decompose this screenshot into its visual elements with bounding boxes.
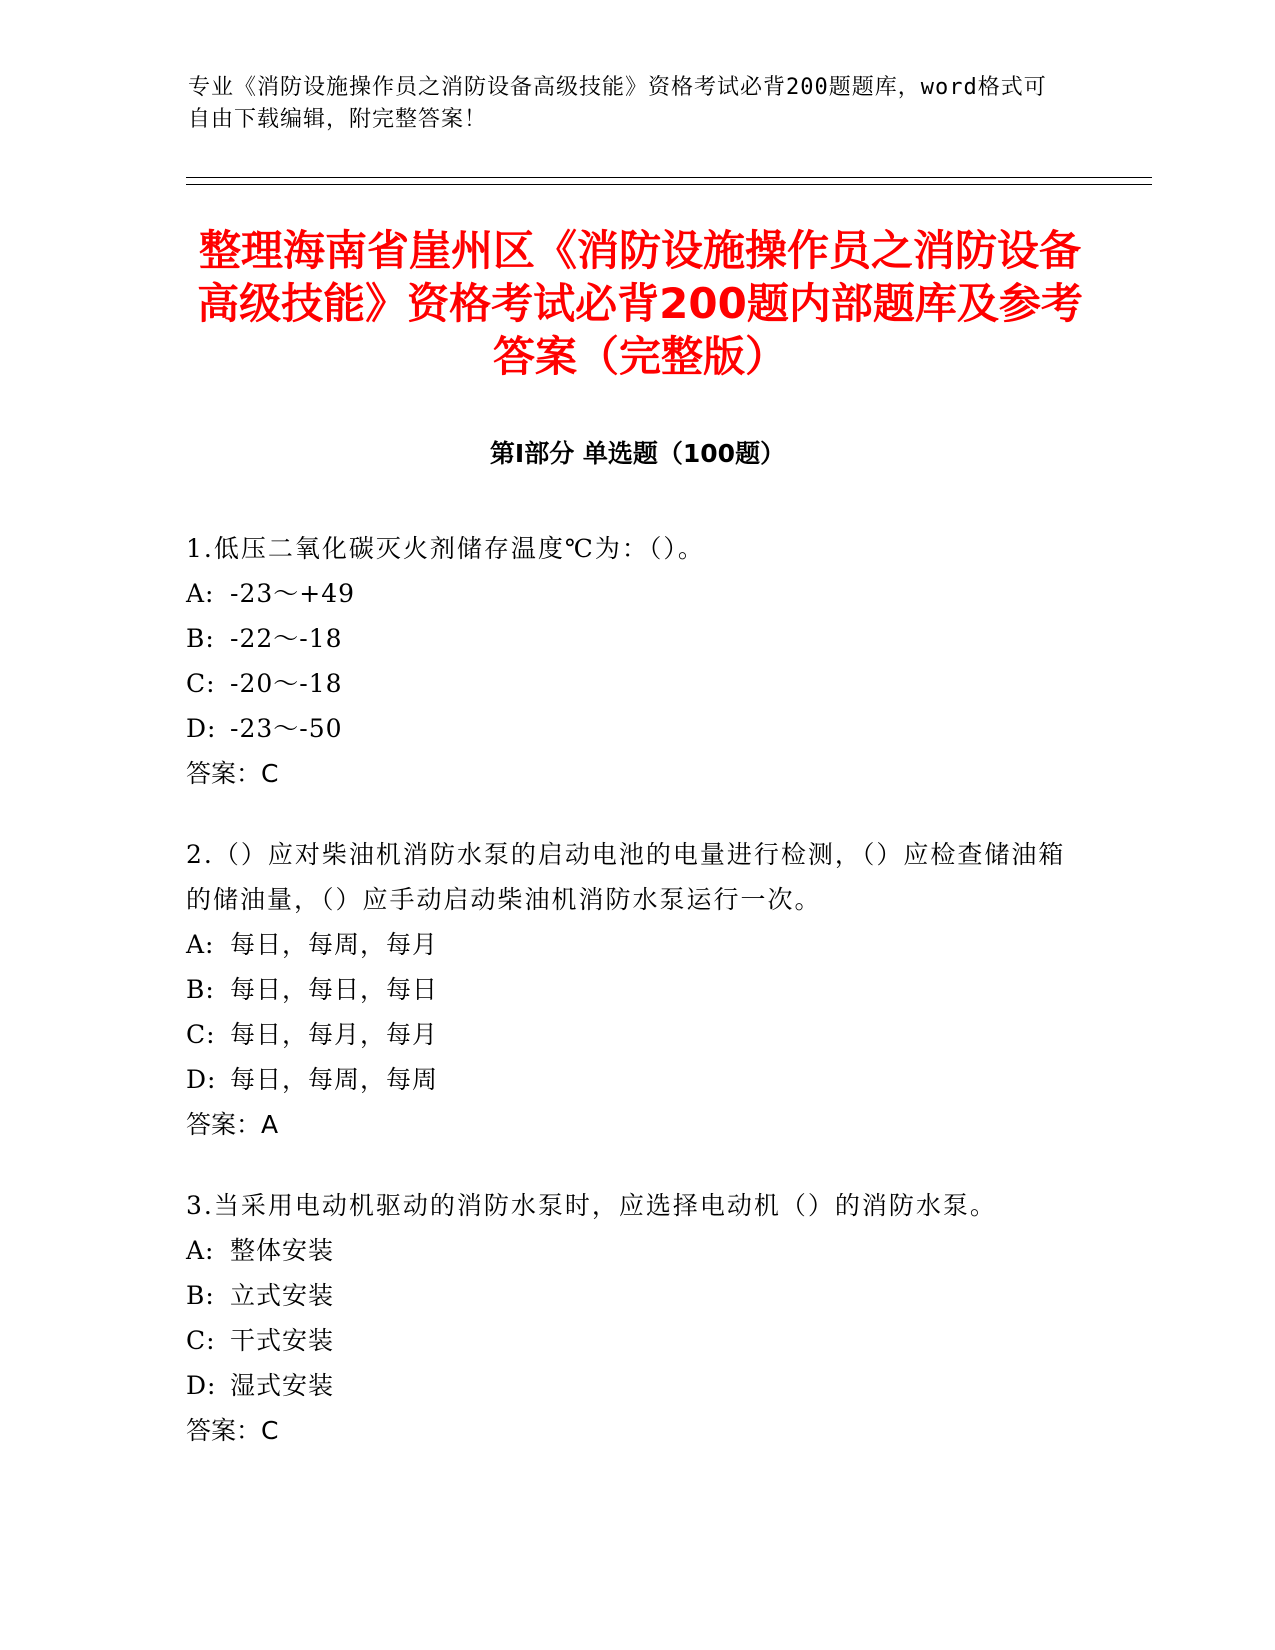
option-c: [186, 1012, 1066, 1057]
question-2: [186, 832, 1066, 1147]
question-text: 3.当采用电动机驱动的消防水泵时，应选择电动机（）的消防水泵。: [186, 1191, 997, 1220]
question-1: [186, 526, 1066, 796]
option-label: C:: [186, 1020, 216, 1049]
option-label: B:: [186, 1281, 215, 1310]
option-label: A:: [186, 579, 215, 608]
option-label: B:: [186, 975, 215, 1004]
header-divider-bottom: [186, 184, 1152, 185]
option-label: D:: [186, 714, 217, 743]
option-a: [186, 1228, 1066, 1273]
answer: 答案：A: [186, 1110, 279, 1139]
option-text: -23～-50: [230, 714, 343, 743]
option-text: -23～+49: [230, 579, 356, 608]
option-d: [186, 1363, 1066, 1408]
option-text: 立式安装: [230, 1281, 335, 1310]
option-b: [186, 616, 1066, 661]
option-text: 每日，每日，每日: [230, 975, 439, 1004]
option-label: C:: [186, 669, 216, 698]
option-a: [186, 922, 1066, 967]
answer: 答案：C: [186, 759, 279, 788]
option-text: 干式安装: [230, 1326, 335, 1355]
option-c: [186, 661, 1066, 706]
option-label: C:: [186, 1326, 216, 1355]
question-list: [186, 526, 1066, 1489]
option-a: [186, 571, 1066, 616]
option-label: D:: [186, 1371, 217, 1400]
option-b: [186, 967, 1066, 1012]
option-d: [186, 1057, 1066, 1102]
answer: 答案：C: [186, 1416, 279, 1445]
option-text: 每日，每周，每周: [230, 1065, 439, 1094]
option-d: [186, 706, 1066, 751]
option-c: [186, 1318, 1066, 1363]
option-text: 湿式安装: [230, 1371, 335, 1400]
question-text: 1.低压二氧化碳灭火剂储存温度℃为：（）。: [186, 534, 705, 563]
option-label: A:: [186, 1236, 215, 1265]
question-text: 2.（）应对柴油机消防水泵的启动电池的电量进行检测，（）应检查储油箱的储油量，（）应手动启动柴油机消防水泵运行一次。: [186, 840, 1066, 914]
section-title: 第Ⅰ部分 单选题（100题）: [489, 439, 786, 468]
option-text: 整体安装: [230, 1236, 335, 1265]
option-label: B:: [186, 624, 215, 653]
option-text: -22～-18: [230, 624, 343, 653]
question-3: [186, 1183, 1066, 1453]
option-text: 每日，每月，每月: [230, 1020, 439, 1049]
option-b: [186, 1273, 1066, 1318]
header-divider-top: [186, 177, 1152, 178]
header-note: 专业《消防设施操作员之消防设备高级技能》资格考试必背200题题库，word格式可自由下载编辑，附完整答案！: [188, 75, 1047, 132]
document-title: 整理海南省崖州区《消防设施操作员之消防设备高级技能》资格考试必背200题内部题库及参考答案（完整版）: [197, 226, 1083, 381]
option-label: A:: [186, 930, 215, 959]
option-text: -20～-18: [230, 669, 343, 698]
option-label: D:: [186, 1065, 217, 1094]
option-text: 每日，每周，每月: [230, 930, 439, 959]
